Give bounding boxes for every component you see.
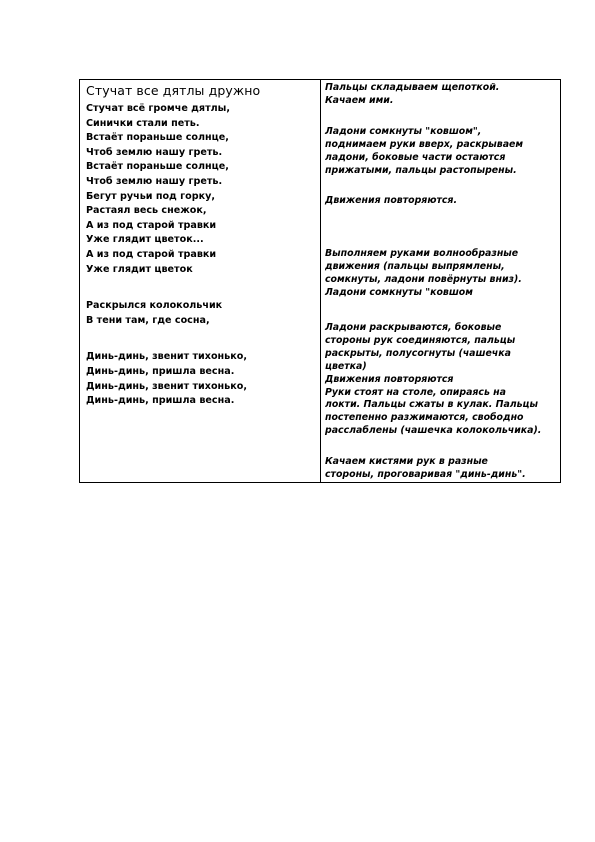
instruction-line: Выполняем руками волнообразные bbox=[325, 248, 519, 260]
verse-line: В тени там, где сосна, bbox=[86, 314, 210, 326]
instruction-line: Ладони раскрываются, боковые bbox=[325, 321, 502, 333]
instruction-line: Ладони сомкнуты "ковшом bbox=[325, 287, 473, 299]
instruction-line: Руки стоят на столе, опираясь на bbox=[325, 386, 506, 398]
instruction-line: стороны, проговаривая "динь-динь". bbox=[325, 469, 526, 481]
stanza-2 bbox=[86, 299, 320, 328]
table-row bbox=[80, 80, 561, 483]
instruction-line: расслаблены (чашечка колокольчика). bbox=[325, 425, 542, 437]
instruction-line: сомкнуты, ладони повёрнуты вниз). bbox=[325, 274, 522, 286]
instruction-line: ладони, боковые части остаются bbox=[325, 151, 506, 163]
instruction-line: раскрыты, полусогнуты (чашечка bbox=[325, 347, 511, 359]
block-gap bbox=[325, 108, 556, 126]
instruction-line: Качаем ими. bbox=[325, 94, 394, 106]
verse-line: Динь-динь, пришла весна. bbox=[86, 365, 235, 377]
instruction-block-2 bbox=[325, 126, 556, 178]
instruction-block-5 bbox=[325, 322, 556, 438]
instruction-line: постепенно разжимаются, свободно bbox=[325, 412, 524, 424]
block-gap bbox=[325, 208, 556, 230]
verse-line: Встаёт пораньше солнце, bbox=[86, 132, 229, 144]
verse-line: Динь-динь, пришла весна. bbox=[86, 395, 235, 407]
verse-line: Раскрылся колокольчик bbox=[86, 300, 223, 312]
verse-line: Стучат всё громче дятлы, bbox=[86, 103, 230, 114]
verse-line: А из под старой травки bbox=[86, 219, 217, 231]
instruction-line: стороны рук соединяются, пальцы bbox=[325, 334, 516, 346]
verse-line: Динь-динь, звенит тихонько, bbox=[86, 380, 247, 392]
block-gap bbox=[325, 230, 556, 248]
instruction-line: Качаем кистями рук в разные bbox=[325, 456, 488, 468]
instruction-line: цветка) bbox=[325, 360, 367, 372]
verse-line: Чтоб землю нашу греть. bbox=[86, 146, 223, 158]
block-gap bbox=[325, 438, 556, 456]
instruction-block-1 bbox=[325, 82, 556, 108]
instruction-line: поднимаем руки вверх, раскрываем bbox=[325, 138, 524, 150]
verse-line: А из под старой травки bbox=[86, 248, 217, 260]
block-gap bbox=[325, 300, 556, 322]
verse-line: Уже глядит цветок... bbox=[86, 234, 204, 246]
poem-cell bbox=[80, 80, 321, 483]
verse-line: Бегут ручьи под горку, bbox=[86, 190, 216, 202]
verse-line: Синички стали петь. bbox=[86, 117, 200, 129]
instruction-block-4 bbox=[325, 248, 556, 300]
verse-line: Встаёт пораньше солнце, bbox=[86, 161, 229, 173]
poem-title: Стучат все дятлы дружно bbox=[86, 83, 261, 98]
stanza-3 bbox=[86, 350, 320, 408]
instruction-line: Пальцы складываем щепоткой. bbox=[325, 82, 500, 93]
instruction-line: прижатыми, пальцы растопырены. bbox=[325, 164, 517, 176]
instruction-line: Движения повторяются bbox=[325, 373, 454, 385]
instruction-block-3 bbox=[325, 195, 556, 208]
instructions-cell bbox=[321, 80, 561, 483]
stanza-1 bbox=[86, 102, 320, 277]
instruction-block-6 bbox=[325, 456, 556, 482]
verse-line: Растаял весь снежок, bbox=[86, 205, 207, 217]
verse-line: Динь-динь, звенит тихонько, bbox=[86, 351, 247, 363]
stanza-gap bbox=[86, 328, 320, 350]
verse-line: Уже глядит цветок bbox=[86, 263, 193, 275]
block-gap bbox=[325, 177, 556, 195]
instruction-line: локти. Пальцы сжаты в кулак. Пальцы bbox=[325, 399, 538, 411]
stanza-gap bbox=[86, 277, 320, 299]
instruction-line: движения (пальцы выпрямлены, bbox=[325, 261, 505, 273]
instruction-line: Ладони сомкнуты "ковшом", bbox=[325, 125, 482, 137]
poem-table bbox=[79, 79, 561, 483]
verse-line: Чтоб землю нашу греть. bbox=[86, 175, 223, 187]
instruction-line: Движения повторяются. bbox=[325, 195, 458, 207]
